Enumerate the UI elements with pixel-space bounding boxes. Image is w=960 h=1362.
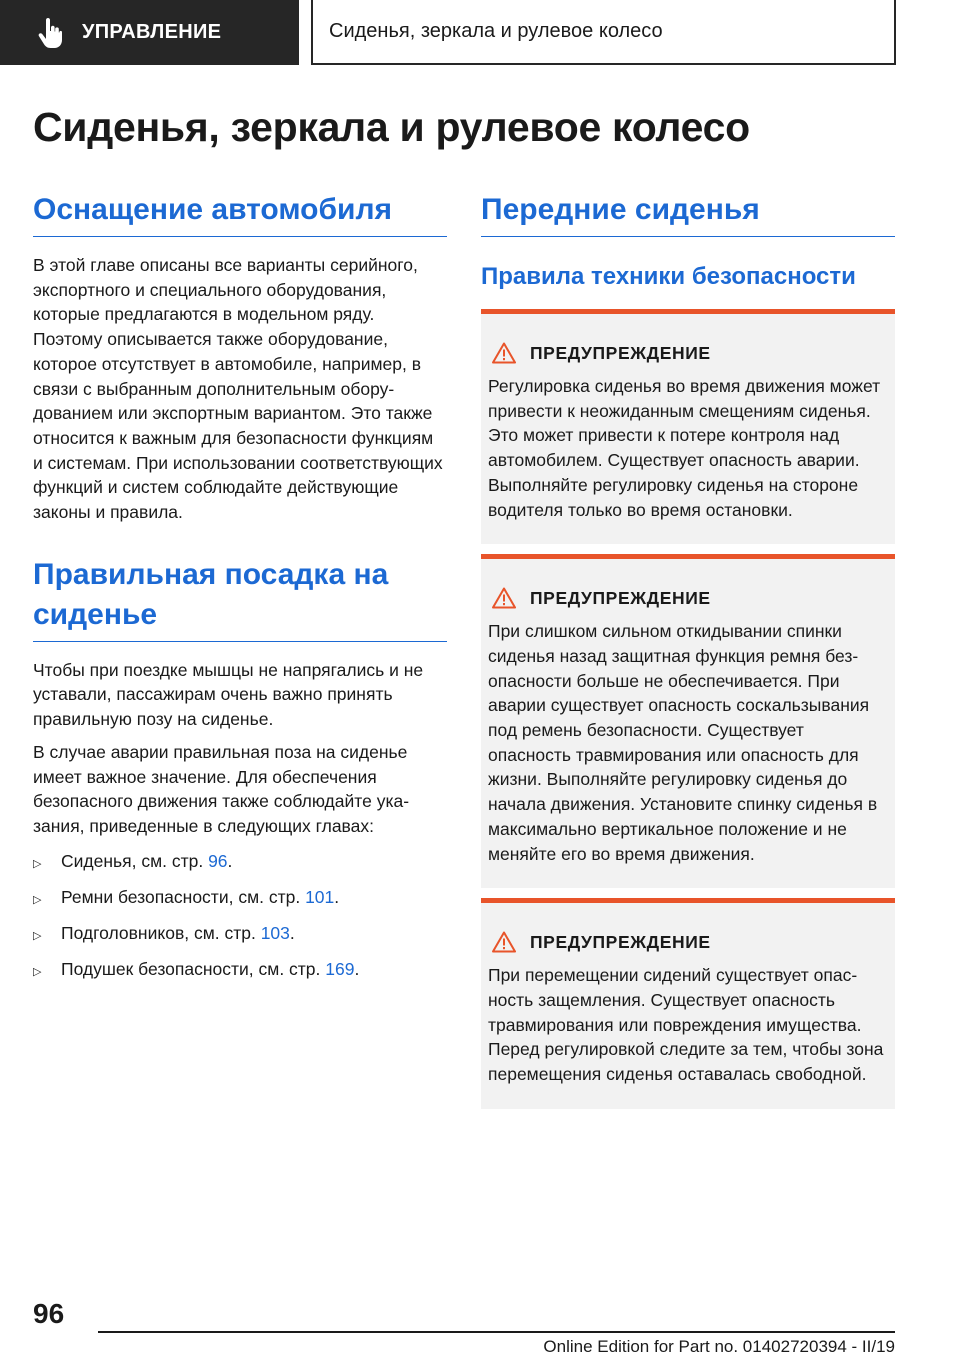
list-item <box>33 921 447 949</box>
posture-paragraph-1: Чтобы при поездке мышцы не напрягались и не уставали, пассажирам очень важно принять правильную позу на сиденье. <box>33 659 424 730</box>
warning-header <box>488 585 886 611</box>
warning-title: ПРЕДУПРЕЖДЕНИЕ <box>530 587 711 608</box>
list-item-end: . <box>289 922 295 943</box>
right-column <box>481 190 895 1109</box>
page-title: Сиденья, зеркала и рулевое колесо <box>33 104 750 150</box>
page-link[interactable]: 96 <box>208 850 228 871</box>
equipment-text: В этой главе описаны все варианты серийного, экспортного и специального оборудования, которые предлагаются в модельном ряду. Поэтому описывается также оборудование, которое отсутствует в автомобиле, например, в связи с выбранным дополнительным оборудованием или экспортным вариантом. Это также относится к важным для безопасности функциям и системам. При использовании соответствующих функций и систем соблюдайте действующие законы и правила. <box>33 255 443 523</box>
list-item-text: Сиденья, см. стр. <box>61 850 209 871</box>
page-number: 96 <box>33 1298 65 1329</box>
warning-triangle-icon <box>492 931 516 953</box>
footer-edition: Online Edition for Part no. 01402720394 - II/19 <box>543 1337 895 1356</box>
list-item-text: Подушек безопасности, см. стр. <box>61 958 326 979</box>
reference-list <box>33 849 447 985</box>
warning-triangle-icon <box>492 587 516 609</box>
list-item-text: Ремни безопасности, см. стр. <box>61 886 306 907</box>
bullet-triangle-icon: ▷ <box>33 965 42 978</box>
page-link[interactable]: 169 <box>325 958 355 979</box>
warning-box <box>481 898 895 1109</box>
page-link[interactable]: 103 <box>260 922 290 943</box>
breadcrumb[interactable] <box>311 0 896 65</box>
list-item <box>33 957 447 985</box>
left-column <box>33 190 447 993</box>
section-tab[interactable] <box>0 0 299 65</box>
posture-paragraph-2: В случае аварии правильная поза на сиденье имеет важное значение. Для обеспечения безопасного движения также соблюдайте указания, приведенные в следующих главах: <box>33 741 410 836</box>
list-item-end: . <box>334 886 340 907</box>
list-item <box>33 885 447 913</box>
section-label: УПРАВЛЕНИЕ <box>82 21 222 43</box>
warning-title: ПРЕДУПРЕЖДЕНИЕ <box>530 931 711 952</box>
hand-pointer-icon <box>38 18 62 48</box>
page-link[interactable]: 101 <box>305 886 335 907</box>
breadcrumb-label: Сиденья, зеркала и рулевое колесо <box>329 20 663 42</box>
bullet-triangle-icon: ▷ <box>33 893 42 906</box>
front-seats-heading: Передние сиденья <box>481 190 895 237</box>
posture-heading: Правильная посадка на сиденье <box>33 555 447 642</box>
bullet-triangle-icon: ▷ <box>33 929 42 942</box>
equipment-heading: Оснащение автомобиля <box>33 190 447 237</box>
warning-text: При перемещении сидений существует опасность защемления. Существует опасность травмирования или повреждения имущества. Перед регулировкой следите за тем, чтобы зона перемещения сиденья оставалась свободной. <box>488 965 884 1085</box>
warning-header <box>488 929 886 955</box>
bullet-triangle-icon: ▷ <box>33 857 42 870</box>
warning-header <box>488 340 886 366</box>
list-item-end: . <box>227 850 233 871</box>
list-item-text: Подголовников, см. стр. <box>61 922 261 943</box>
warning-text: При слишком сильном откидывании спинки сиденья назад защитная функция ремня безопасности больше не обеспечивается. При аварии существует опасность соскальзывания под ремень безопасности. Существует опасность травмирования или опасность для жизни. Выполняйте регулировку сиденья до начала движения. Установите спинку сиденья в максимально вертикальное положение и не меняйте его во время движения. <box>488 621 878 864</box>
list-item <box>33 849 447 877</box>
warning-triangle-icon <box>492 342 516 364</box>
list-item-end: . <box>354 958 360 979</box>
safety-subheading: Правила техники безопасности <box>481 263 856 290</box>
footer-divider <box>98 1331 895 1333</box>
warning-text: Регулировка сиденья во время движения может привести к неожиданным смещениям сиденья. Это может привести к потере контроля над автомобилем. Существует опасность аварии. Выполняйте регулировку сиденья на стороне водителя только во время остановки. <box>488 376 881 520</box>
warning-box <box>481 309 895 544</box>
warning-title: ПРЕДУПРЕЖДЕНИЕ <box>530 342 711 363</box>
warning-box <box>481 554 895 888</box>
